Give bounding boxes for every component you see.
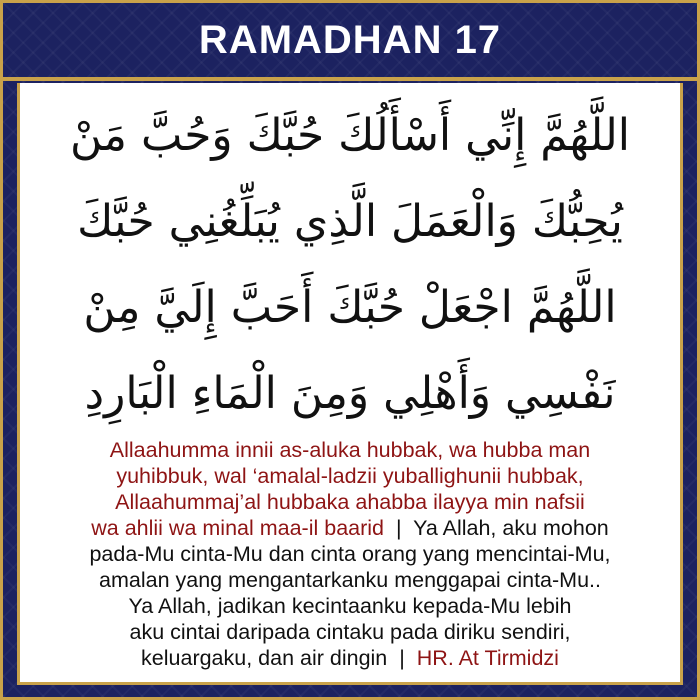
content-panel [17, 83, 683, 685]
arabic-line-4: نَفْسِي وَأَهْلِي وَمِنَ الْمَاءِ الْبَارِدِ [84, 368, 616, 419]
translation-line-3: Ya Allah, jadikan kecintaanku kepada-Mu lebih [128, 594, 572, 618]
arabic-line-1: اللَّهُمَّ إِنِّي أَسْأَلُكَ حُبَّكَ وَحُبَّ مَنْ [69, 110, 631, 161]
separator-2: | [399, 646, 405, 670]
transliteration-line-4: wa ahlii wa minal maa-il baarid [91, 516, 385, 540]
transliteration-line-1: Allaahumma innii as-aluka hubbak, wa hubba man [109, 438, 591, 462]
transliteration-and-translation [20, 437, 680, 671]
transliteration-line-2: yuhibbuk, wal ‘amalal-ladzii yuballighunii hubbak, [116, 464, 584, 488]
transliteration-line-3: Allaahummaj’al hubbaka ahabba ilayya min nafsii [115, 490, 585, 514]
separator: | [395, 516, 402, 540]
page-title: RAMADHAN 17 [198, 17, 502, 62]
arabic-line-3: اللَّهُمَّ اجْعَلْ حُبَّكَ أَحَبَّ إِلَيَّ مِنْ [83, 282, 617, 333]
arabic-line-2: يُحِبُّكَ وَالْعَمَلَ الَّذِي يُبَلِّغُنِي حُبَّكَ [77, 196, 623, 247]
hadith-source: HR. At Tirmidzi [416, 646, 559, 670]
mixed-line [20, 515, 680, 541]
translation-line-2: amalan yang mengantarkanku menggapai cinta-Mu.. [99, 568, 601, 592]
translation-end: keluargaku, dan air dingin [141, 646, 388, 670]
final-line [20, 645, 680, 671]
translation-start: Ya Allah, aku mohon [413, 516, 609, 540]
translation-line-1: pada-Mu cinta-Mu dan cinta orang yang mencintai-Mu, [89, 542, 611, 566]
translation-line-4: aku cintai daripada cintaku pada diriku sendiri, [129, 620, 571, 644]
header-bar [3, 3, 697, 77]
header-divider [3, 77, 697, 81]
arabic-prayer [20, 93, 680, 437]
